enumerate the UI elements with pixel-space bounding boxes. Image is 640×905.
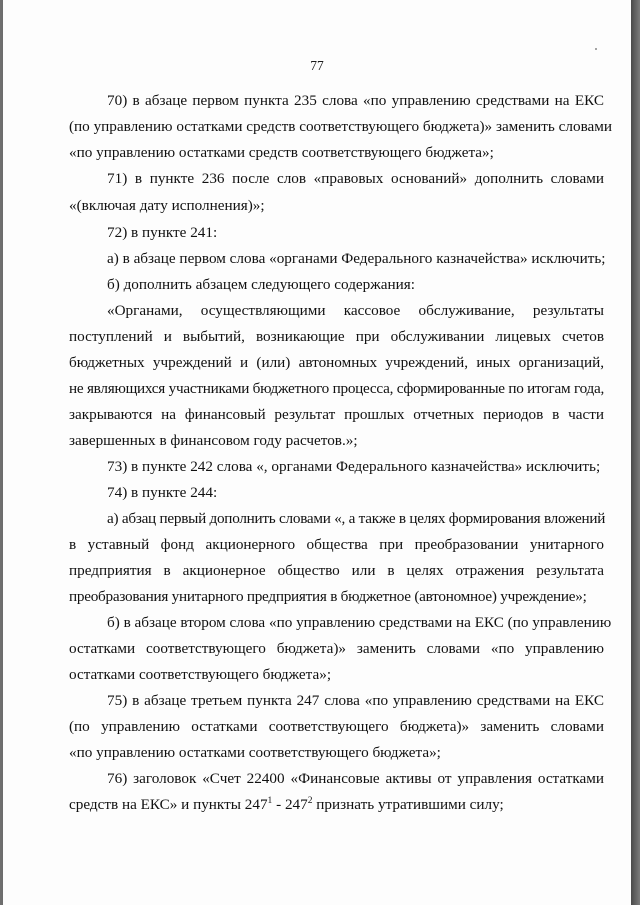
scan-edge-shadow: [631, 0, 640, 905]
text-line: б) дополнить абзацем следующего содержания:: [107, 276, 415, 293]
text-line: а) абзац первый дополнить словами «, а также в целях формирования вложений: [107, 510, 606, 527]
text-line: 74) в пункте 244:: [107, 484, 218, 501]
text-line: остатками соответствующего бюджета)» заменить словами «по управлению: [69, 640, 604, 657]
document-page: [3, 0, 631, 905]
text-line: «по управлению остатками средств соответствующего бюджета»;: [69, 144, 494, 161]
page-number: 77: [310, 58, 324, 73]
text-fragment: - 247: [272, 796, 308, 813]
text-line: 71) в пункте 236 после слов «правовых оснований» дополнить словами: [107, 170, 604, 187]
text-line: не являющихся участниками бюджетного процесса, сформированные по итогам года,: [69, 380, 604, 397]
text-line: (по управлению остатками соответствующего бюджета)» заменить словами: [69, 718, 604, 735]
text-line: завершенных в финансовом году расчетов.»;: [69, 432, 358, 449]
text-fragment: признать утратившими силу;: [312, 796, 504, 813]
text-line: а) в абзаце первом слова «органами Федерального казначейства» исключить;: [107, 250, 606, 267]
text-line: закрываются на финансовый результат прошлых отчетных периодов в части: [69, 406, 604, 423]
text-line: (по управлению остатками средств соответствующего бюджета)» заменить словами: [69, 118, 613, 135]
text-line: б) в абзаце втором слова «по управлению средствами на ЕКС (по управлению: [107, 614, 612, 631]
superscript: 1: [267, 795, 273, 806]
text-line: предприятия в акционерное общество или в целях отражения результата: [69, 562, 604, 579]
text-line: преобразования унитарного предприятия в бюджетное (автономное) учреждение»;: [69, 588, 587, 605]
text-line: «(включая дату исполнения)»;: [69, 197, 265, 214]
text-line: [69, 792, 604, 819]
text-line: «по управлению остатками соответствующего бюджета»;: [69, 744, 441, 761]
text-line: «Органами, осуществляющими кассовое обслуживание, результаты: [107, 302, 604, 319]
text-line: 70) в абзаце первом пункта 235 слова «по управлению средствами на ЕКС: [107, 92, 604, 109]
text-line: поступлений и выбытий, возникающие при обслуживании лицевых счетов: [69, 328, 604, 345]
text-line: 72) в пункте 241:: [107, 224, 218, 241]
text-line: 73) в пункте 242 слова «, органами Федерального казначейства» исключить;: [107, 458, 601, 475]
text-line: остатками соответствующего бюджета»;: [69, 666, 332, 683]
text-line: 75) в абзаце третьем пункта 247 слова «по управлению средствами на ЕКС: [107, 692, 604, 709]
text-line: в уставный фонд акционерного общества при преобразовании унитарного: [69, 536, 604, 553]
text-line: 76) заголовок «Счет 22400 «Финансовые активы от управления остатками: [107, 770, 604, 787]
superscript: 2: [307, 795, 313, 806]
text-fragment: средств на ЕКС» и пункты 247: [69, 796, 268, 813]
text-line: бюджетных учреждений и (или) автономных учреждений, иных организаций,: [69, 354, 604, 371]
scan-speck: [595, 48, 597, 50]
